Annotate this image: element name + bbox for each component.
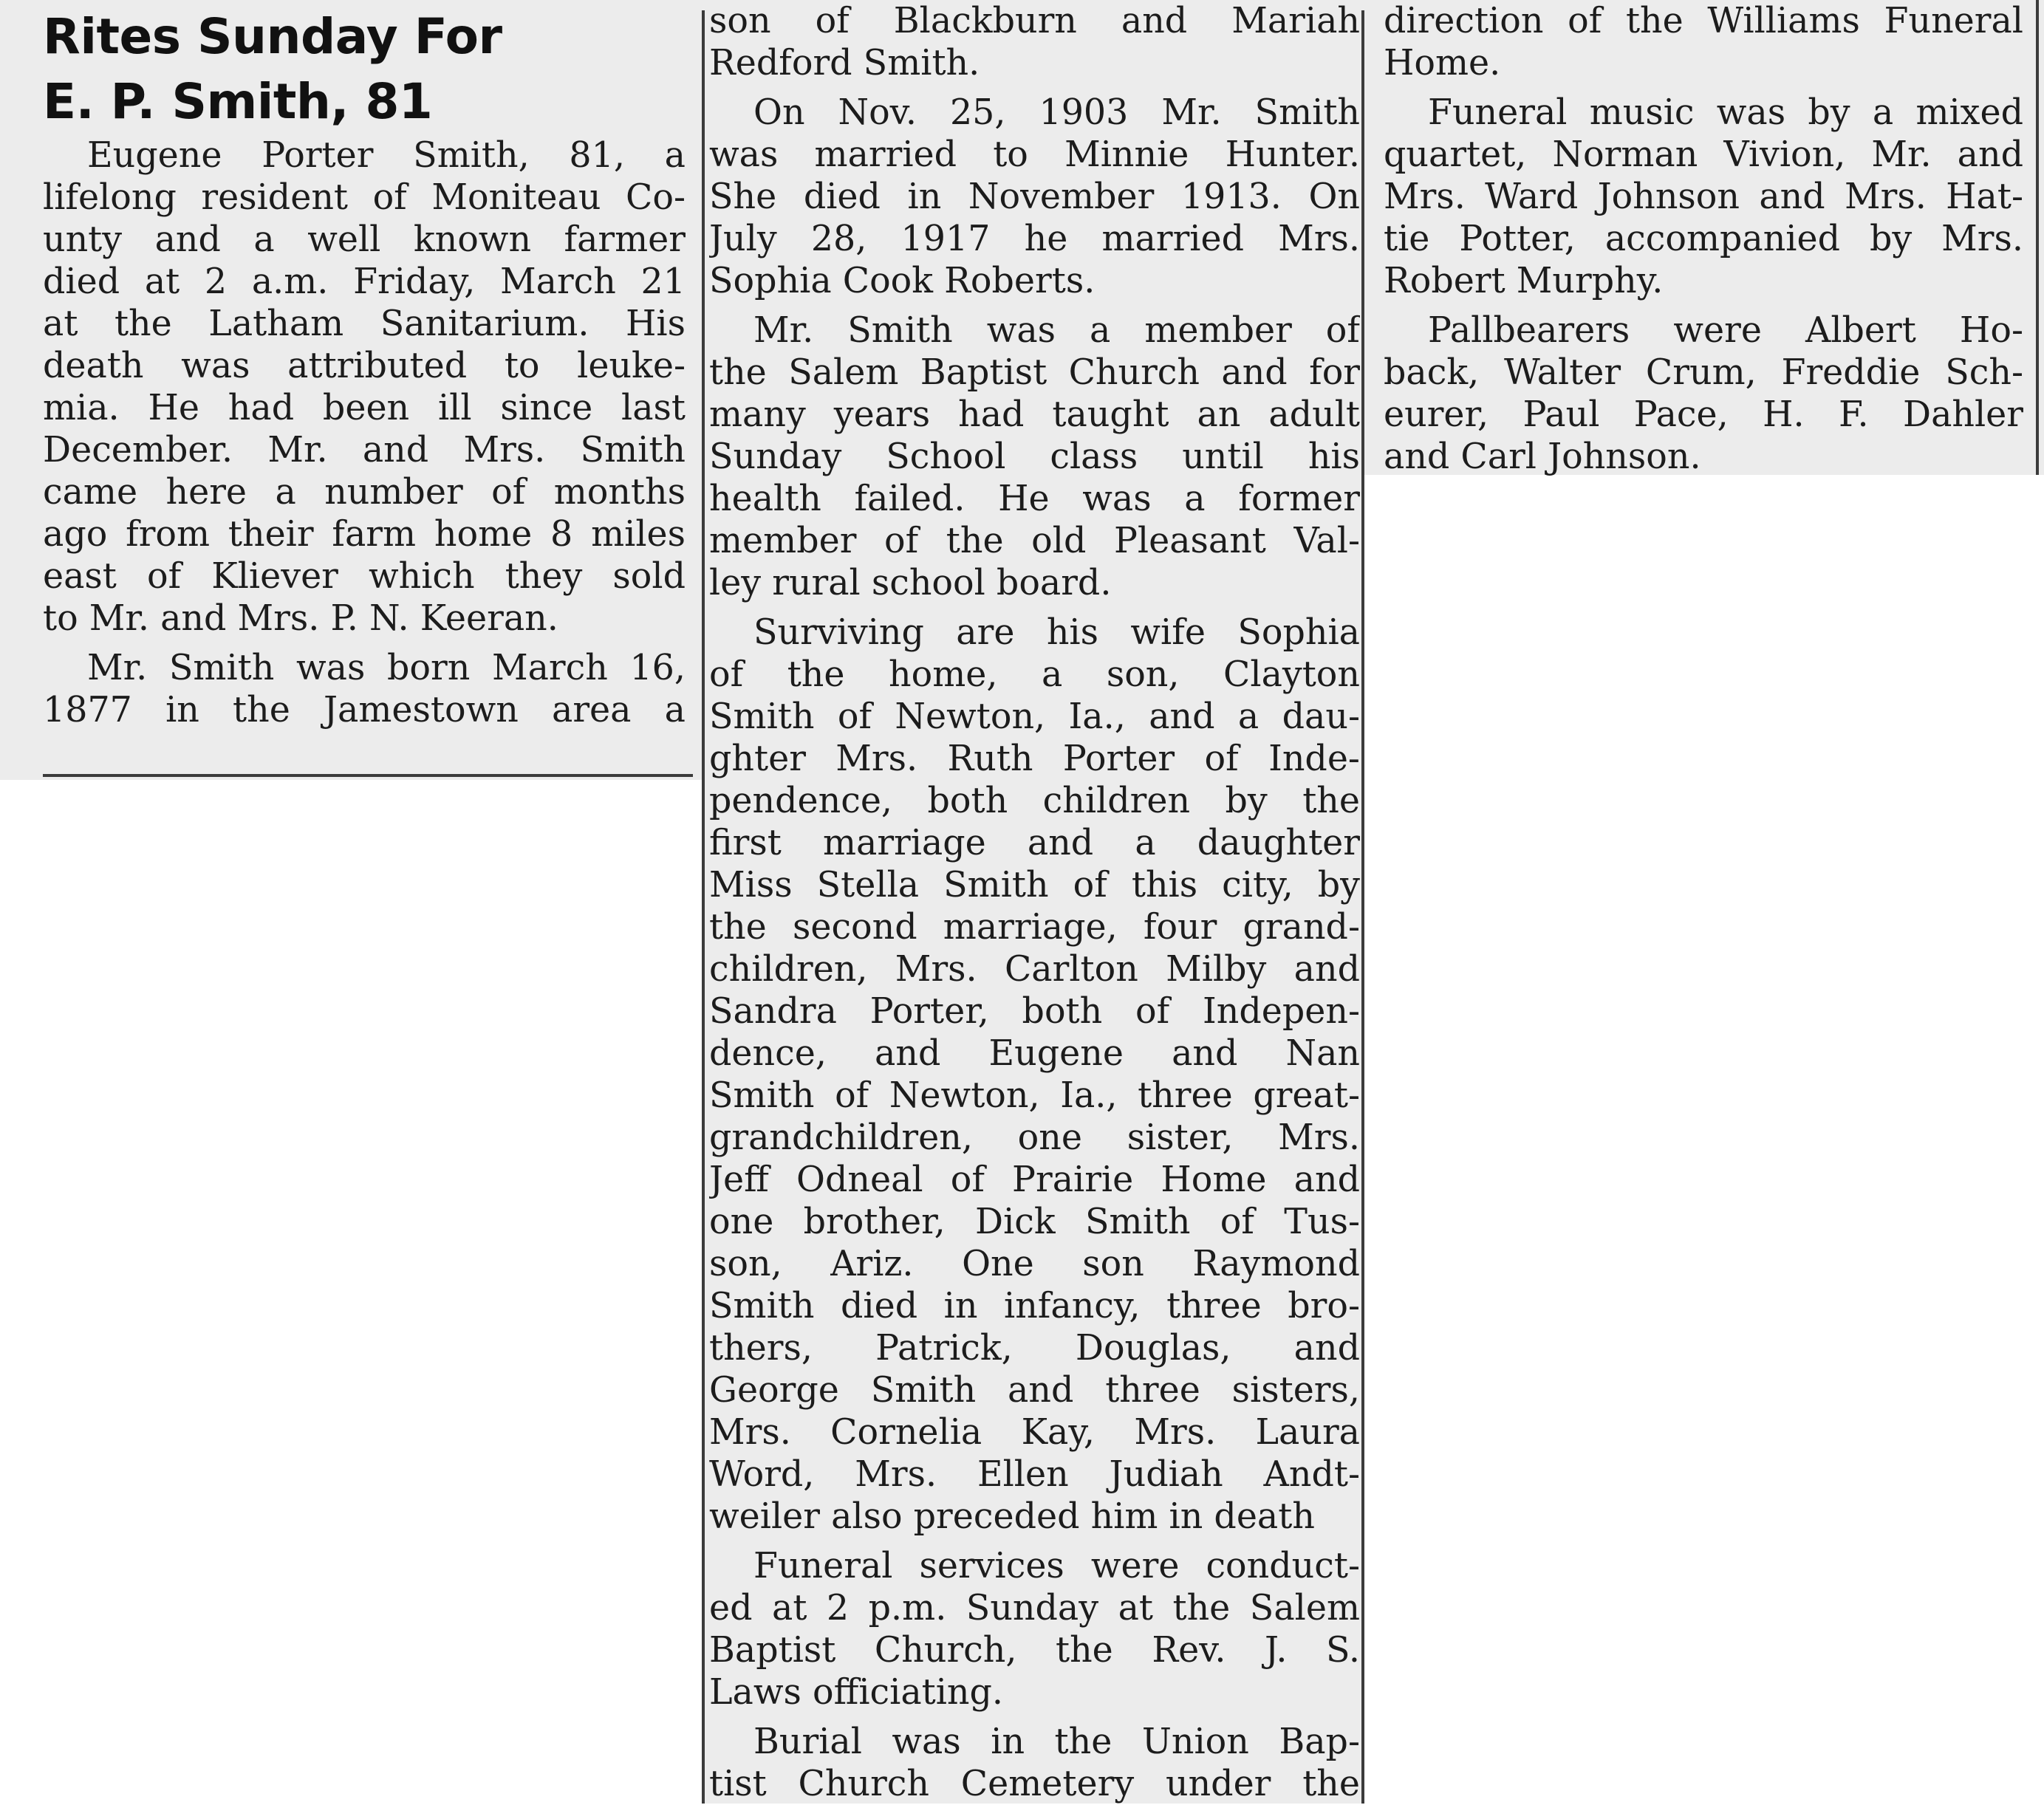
text-line: Funeral services were conduct-	[753, 1546, 1360, 1586]
column-divider	[1361, 10, 1364, 1804]
text-line: son of Blackburn and Mariah	[709, 1, 1360, 41]
text-line: Eugene Porter Smith, 81, a	[87, 135, 686, 176]
text-line: Smith of Newton, Ia., and a dau-	[709, 696, 1360, 737]
text-line: pendence, both children by the	[709, 781, 1360, 821]
paragraph	[709, 92, 1360, 302]
text-line: dence, and Eugene and Nan	[709, 1033, 1360, 1074]
column-1	[0, 0, 702, 780]
text-line: Redford Smith.	[709, 43, 980, 83]
text-line: Jeff Odneal of Prairie Home and	[709, 1160, 1360, 1200]
text-line: son, Ariz. One son Raymond	[709, 1244, 1360, 1284]
text-line: health failed. He was a former	[709, 479, 1360, 519]
article-end-rule	[43, 774, 693, 777]
text-line: died at 2 a.m. Friday, March 21	[43, 261, 686, 302]
paragraph	[709, 612, 1360, 1538]
text-line: unty and a well known farmer	[43, 219, 686, 260]
paragraph	[1384, 0, 2023, 84]
column-3	[1361, 0, 2044, 475]
text-line: east of Kliever which they sold	[43, 556, 686, 597]
column-divider	[702, 10, 705, 1804]
text-line: eurer, Paul Pace, H. F. Dahler	[1384, 394, 2023, 435]
text-line: Smith died in infancy, three bro-	[709, 1286, 1360, 1326]
text-line: Robert Murphy.	[1384, 261, 1664, 301]
paragraph	[709, 1721, 1360, 1805]
text-line: came here a number of months	[43, 472, 686, 513]
paragraph	[1384, 309, 2023, 478]
text-line: tie Potter, accompanied by Mrs.	[1384, 219, 2023, 259]
column-2-body	[709, 0, 1360, 1805]
text-line: Baptist Church, the Rev. J. S.	[709, 1630, 1360, 1671]
text-line: Pallbearers were Albert Ho-	[1428, 310, 2023, 351]
text-line: ley rural school board.	[709, 563, 1112, 603]
text-line: She died in November 1913. On	[709, 177, 1360, 217]
text-line: Smith of Newton, Ia., three great-	[709, 1075, 1360, 1116]
text-line: many years had taught an adult	[709, 394, 1360, 435]
text-line: children, Mrs. Carlton Milby and	[709, 949, 1360, 990]
text-line: weiler also preceded him in death	[709, 1496, 1315, 1537]
paragraph	[43, 134, 686, 640]
text-line: Laws officiating.	[709, 1672, 1004, 1713]
text-line: Sandra Porter, both of Indepen-	[709, 991, 1360, 1032]
text-line: first marriage and a daughter	[709, 823, 1360, 863]
text-line: one brother, Dick Smith of Tus-	[709, 1202, 1360, 1242]
text-line: and Carl Johnson.	[1384, 436, 1701, 477]
text-line: ghter Mrs. Ruth Porter of Inde-	[709, 739, 1360, 779]
text-line: 1877 in the Jamestown area a	[43, 690, 686, 730]
headline-line-1: Rites Sunday For	[43, 8, 502, 65]
paragraph	[43, 647, 686, 731]
paragraph	[1384, 92, 2023, 302]
text-line: Home.	[1384, 43, 1501, 83]
text-line: ago from their farm home 8 miles	[43, 514, 686, 555]
text-line: the second marriage, four grand-	[709, 907, 1360, 948]
text-line: Sophia Cook Roberts.	[709, 261, 1096, 301]
column-3-body	[1384, 0, 2023, 478]
text-line: member of the old Pleasant Val-	[709, 521, 1360, 561]
text-line: ed at 2 p.m. Sunday at the Salem	[709, 1588, 1360, 1628]
text-line: Mrs. Cornelia Kay, Mrs. Laura	[709, 1412, 1360, 1453]
text-line: grandchildren, one sister, Mrs.	[709, 1117, 1360, 1158]
text-line: back, Walter Crum, Freddie Sch-	[1384, 352, 2023, 393]
text-line: direction of the Williams Funeral	[1384, 1, 2023, 41]
text-line: On Nov. 25, 1903 Mr. Smith	[753, 92, 1360, 133]
paragraph	[709, 309, 1360, 604]
text-line: death was attributed to leuke-	[43, 346, 686, 386]
text-line: was married to Minnie Hunter.	[709, 134, 1360, 175]
text-line: December. Mr. and Mrs. Smith	[43, 430, 686, 470]
text-line: July 28, 1917 he married Mrs.	[709, 219, 1360, 259]
text-line: Word, Mrs. Ellen Judiah Andt-	[709, 1454, 1360, 1495]
text-line: Burial was in the Union Bap-	[753, 1722, 1360, 1762]
text-line: Miss Stella Smith of this city, by	[709, 865, 1360, 905]
column-1-body	[43, 134, 686, 731]
paragraph	[709, 0, 1360, 84]
column-divider	[2036, 0, 2039, 475]
column-2	[702, 0, 1361, 1804]
text-line: tist Church Cemetery under the	[709, 1764, 1360, 1804]
text-line: Mrs. Ward Johnson and Mrs. Hat-	[1384, 177, 2023, 217]
text-line: mia. He had been ill since last	[43, 388, 686, 428]
text-line: the Salem Baptist Church and for	[709, 352, 1360, 393]
text-line: quartet, Norman Vivion, Mr. and	[1384, 134, 2023, 175]
paragraph	[709, 1545, 1360, 1713]
text-line: Funeral music was by a mixed	[1428, 92, 2023, 133]
text-line: Sunday School class until his	[709, 436, 1360, 477]
text-line: of the home, a son, Clayton	[709, 654, 1360, 695]
text-line: Mr. Smith was a member of	[753, 310, 1360, 351]
headline	[43, 0, 686, 134]
headline-line-2: E. P. Smith, 81	[43, 73, 433, 130]
text-line: Surviving are his wife Sophia	[753, 612, 1360, 653]
text-line: Mr. Smith was born March 16,	[87, 648, 686, 688]
text-line: at the Latham Sanitarium. His	[43, 304, 686, 344]
text-line: George Smith and three sisters,	[709, 1370, 1360, 1411]
text-line: lifelong resident of Moniteau Co-	[43, 177, 686, 218]
text-line: to Mr. and Mrs. P. N. Keeran.	[43, 598, 558, 639]
text-line: thers, Patrick, Douglas, and	[709, 1328, 1360, 1369]
